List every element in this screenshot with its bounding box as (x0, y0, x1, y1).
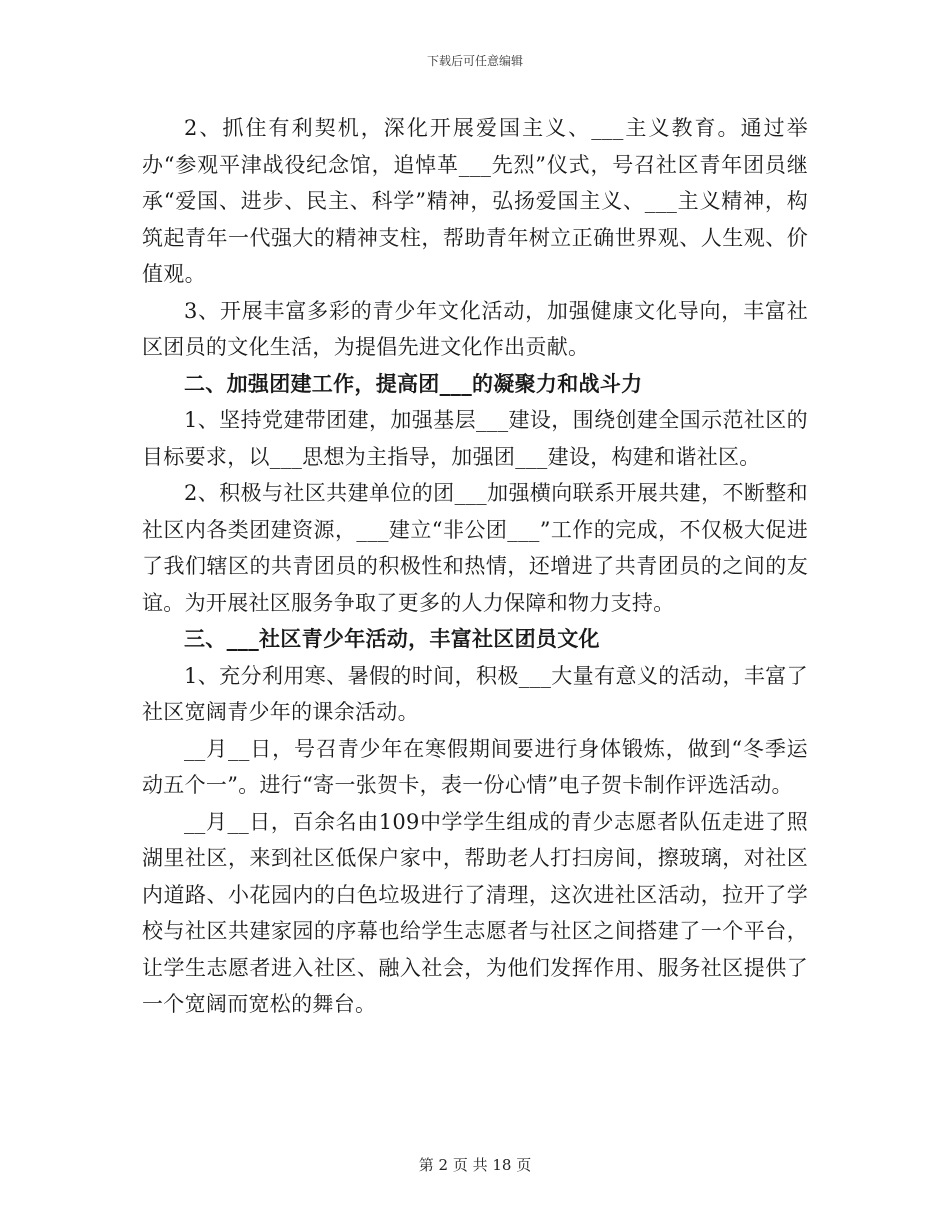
page-header: 下载后可任意编辑 (426, 54, 523, 68)
paragraph: __月__日，号召青少年在寒假期间要进行身体锻炼，做到“冬季运动五个一”。进行“寄一张贺卡，表一份心情”电子贺卡制作评选活动。 (142, 736, 808, 797)
paragraph: 2、抓住有利契机，深化开展爱国主义、___主义教育。通过举办“参观平津战役纪念馆，追悼革___先烈”仪式，号召社区青年团员继承“爱国、进步、民主、科学”精神，弘扬爱国主义、___主义精神，构筑起青年一代强大的精神支柱，帮助青年树立正确世界观、人生观、价值观。 (142, 116, 808, 286)
page-footer: 第 2 页 共 18 页 (418, 1156, 532, 1174)
paragraph: 3、开展丰富多彩的青少年文化活动，加强健康文化导向，丰富社区团员的文化生活，为提倡先进文化作出贡献。 (142, 298, 808, 359)
paragraph: 2、积极与社区共建单位的团___加强横向联系开展共建，不断整和社区内各类团建资源，___建立“非公团___”工作的完成，不仅极大促进了我们辖区的共青团员的积极性和热情，还增进了共青团员的之间的友谊。为开展社区服务争取了更多的人力保障和物力支持。 (142, 481, 808, 615)
document-body (142, 110, 808, 1023)
section-heading: 三、___社区青少年活动，丰富社区团员文化 (184, 627, 600, 651)
paragraph: 1、坚持党建带团建，加强基层___建设，围绕创建全国示范社区的目标要求，以___思想为主指导，加强团___建设，构建和谐社区。 (142, 408, 808, 469)
section-heading: 二、加强团建工作，提高团___的凝聚力和战斗力 (184, 371, 643, 396)
paragraph: 1、充分利用寒、暑假的时间，积极___大量有意义的活动，丰富了社区宽阔青少年的课余活动。 (142, 663, 808, 724)
paragraph: __月__日，百余名由109中学学生组成的青少志愿者队伍走进了照湖里社区，来到社区低保户家中，帮助老人打扫房间，擦玻璃，对社区内道路、小花园内的白色垃圾进行了清理，这次进社区活动，拉开了学校与社区共建家园的序幕也给学生志愿者与社区之间搭建了一个平台，让学生志愿者进入社区、融入社会，为他们发挥作用、服务社区提供了一个宽阔而宽松的舞台。 (142, 809, 808, 1016)
